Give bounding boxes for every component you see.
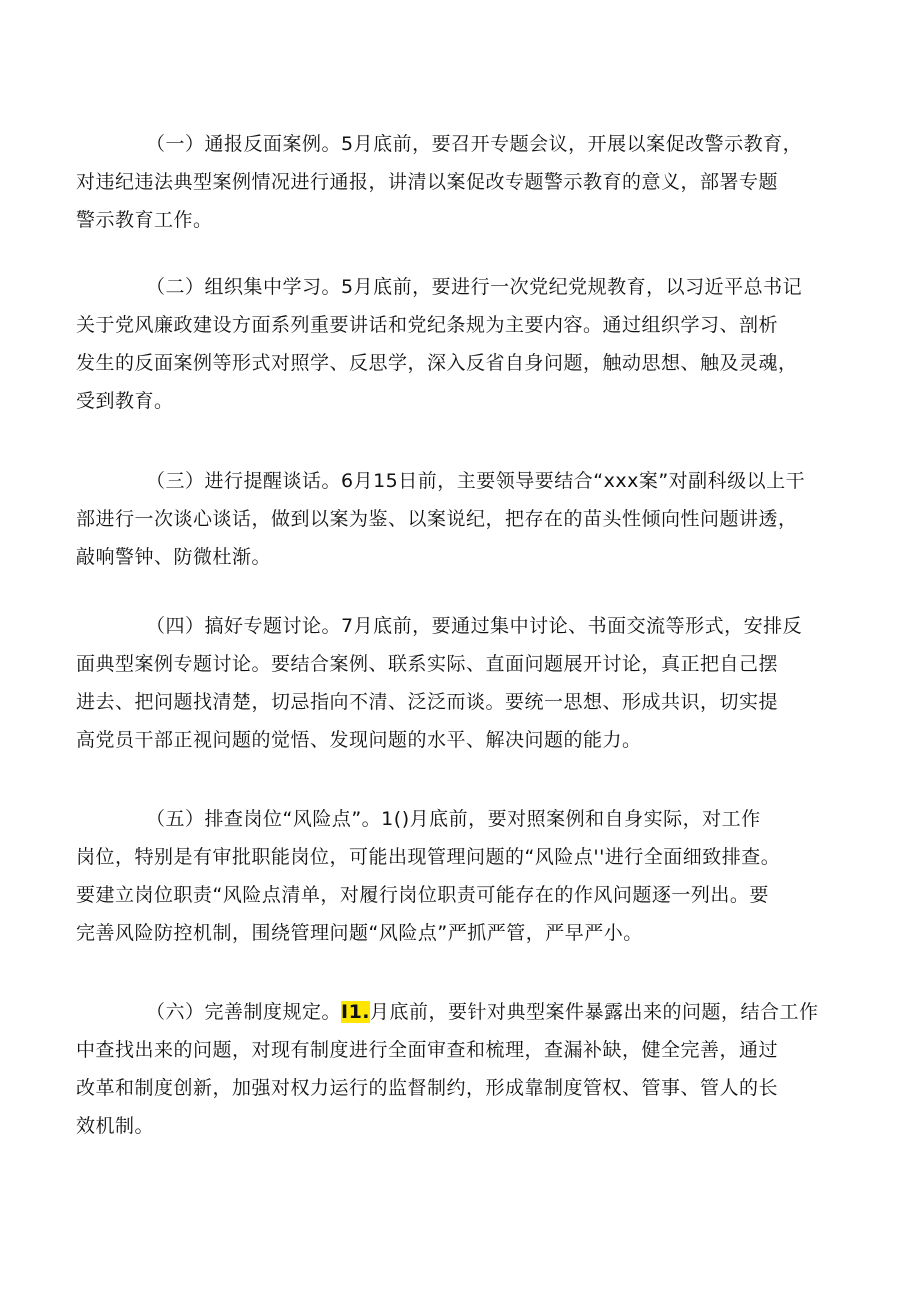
paragraph-line: 受到教育。 <box>76 390 174 412</box>
paragraph-line: 进去、把问题找清楚，切忌指向不清、泛泛而谈。要统一思想、形成共识，切实提 <box>76 691 779 713</box>
paragraph-4 <box>76 607 856 759</box>
paragraph-line: 发生的反面案例等形式对照学、反思学，深入反省自身问题，触动思想、触及灵魂， <box>76 352 798 374</box>
paragraph-5 <box>76 800 856 952</box>
paragraph-line: 面典型案例专题讨论。要结合案例、联系实际、直面问题展开讨论，真正把自己摆 <box>76 653 779 675</box>
paragraph-line: （三）进行提醒谈话。6月15日前，主要领导要结合“xxx案”对副科级以上干 <box>146 470 806 492</box>
paragraph-line: （五）排查岗位“风险点”。1()月底前，要对照案例和自身实际，对工作 <box>146 808 761 830</box>
paragraph-lead-rest-text: 月底前，要针对典型案件暴露出来的问题，结合工作 <box>370 1001 819 1023</box>
paragraph-line: 效机制。 <box>76 1115 155 1137</box>
paragraph-lead-text: （六）完善制度规定。 <box>146 1001 342 1023</box>
paragraph-line: 部进行一次谈心谈话，做到以案为鉴、以案说纪，把存在的苗头性倾向性问题讲透， <box>76 508 798 530</box>
paragraph-line: 岗位，特别是有审批职能岗位，可能出现管理问题的“风险点''进行全面细致排查。 <box>76 846 781 868</box>
paragraph-6 <box>76 993 856 1145</box>
paragraph-line: 中查找出来的问题，对现有制度进行全面审查和梳理，查漏补缺，健全完善，通过 <box>76 1039 779 1061</box>
paragraph-line: 完善风险防控机制，围绕管理问题“风险点”严抓严管，严早严小。 <box>76 922 643 944</box>
paragraph-first-line <box>76 993 856 1031</box>
highlighted-month-text: I1. <box>341 1001 371 1023</box>
paragraph-line: 敲响警钟、防微杜渐。 <box>76 546 272 568</box>
paragraph-2 <box>76 268 856 420</box>
paragraph-line: （二）组织集中学习。5月底前，要进行一次党纪党规教育，以习近平总书记 <box>146 276 803 298</box>
paragraph-line: （四）搞好专题讨论。7月底前，要通过集中讨论、书面交流等形式，安排反 <box>146 615 803 637</box>
paragraph-line: 要建立岗位职责“风险点清单，对履行岗位职责可能存在的作风问题逐一列出。要 <box>76 884 769 906</box>
paragraph-1 <box>76 125 856 239</box>
paragraph-line: 对违纪违法典型案例情况进行通报，讲清以案促改专题警示教育的意义，部署专题 <box>76 171 779 193</box>
paragraph-line: （一）通报反面案例。5月底前，要召开专题会议，开展以案促改警示教育， <box>146 133 803 155</box>
paragraph-line: 关于党风廉政建设方面系列重要讲话和党纪条规为主要内容。通过组织学习、剖析 <box>76 314 779 336</box>
paragraph-line: 改革和制度创新，加强对权力运行的监督制约，形成靠制度管权、管事、管人的长 <box>76 1077 779 1099</box>
paragraph-line: 警示教育工作。 <box>76 209 213 231</box>
paragraph-line: 高党员干部正视问题的觉悟、发现问题的水平、解决问题的能力。 <box>76 729 642 751</box>
paragraph-3 <box>76 462 856 576</box>
